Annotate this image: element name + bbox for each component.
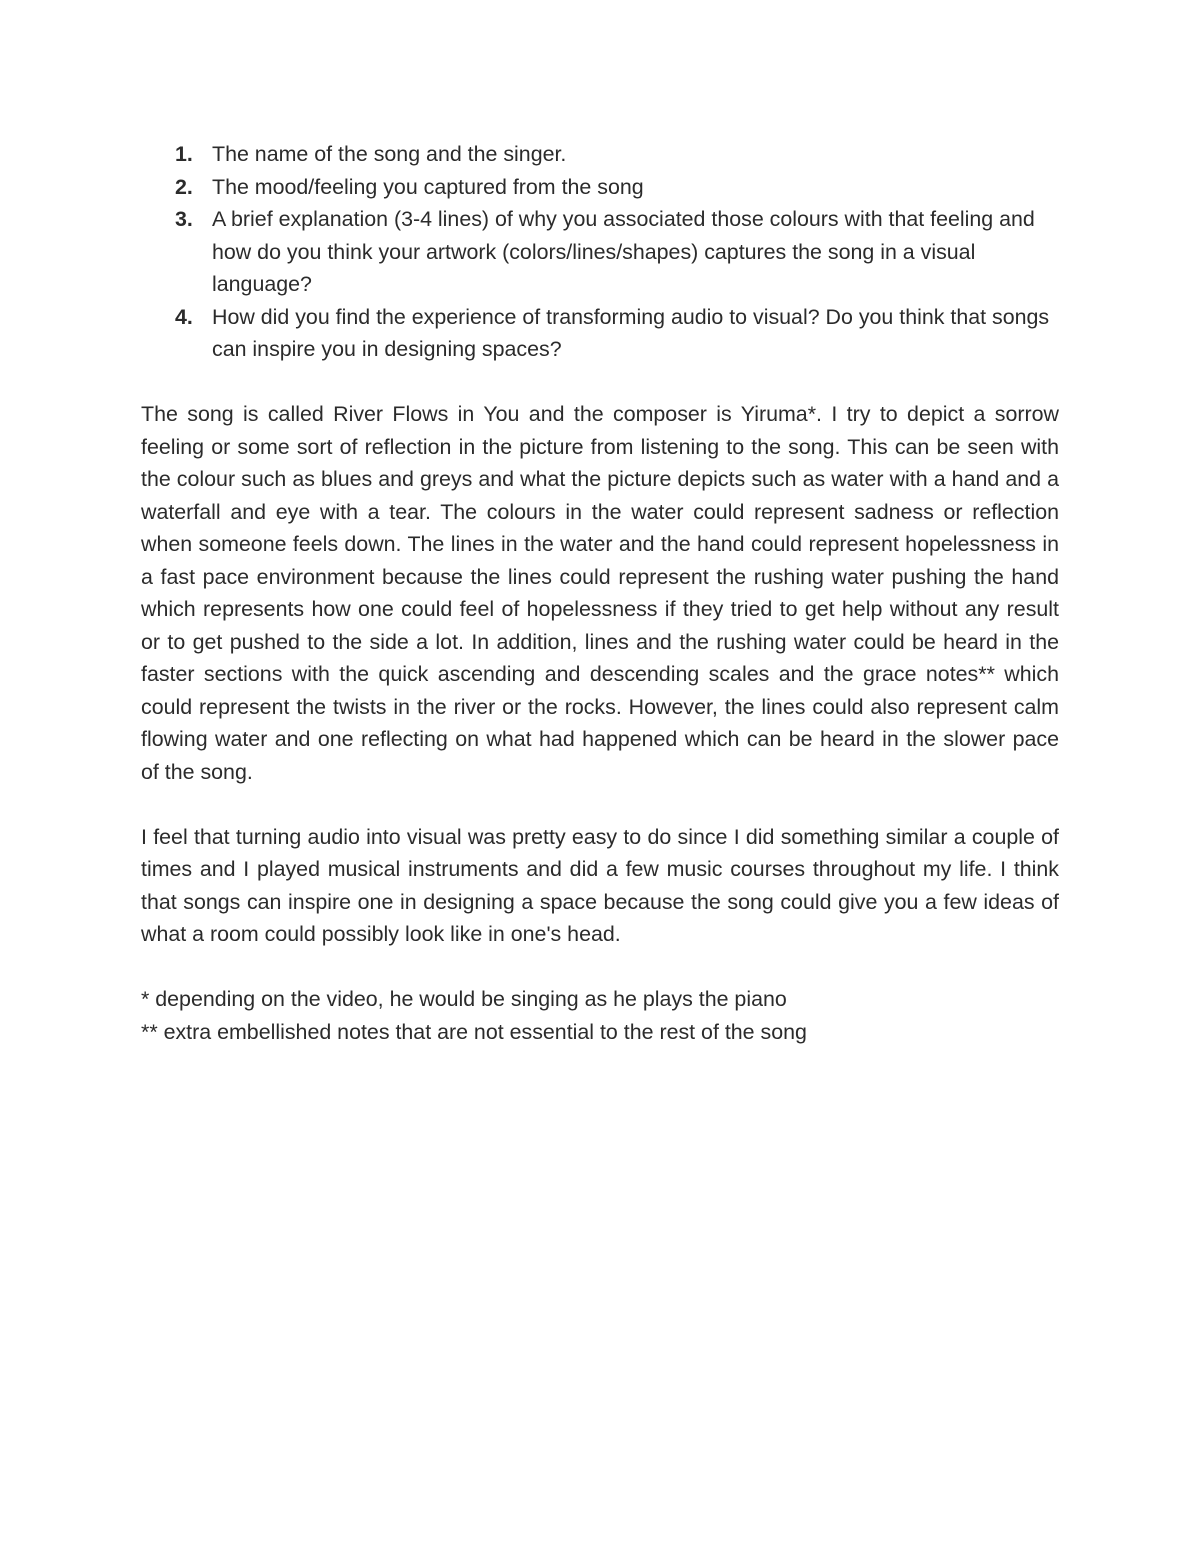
question-number: 4. <box>175 304 193 329</box>
spacer <box>141 788 1059 821</box>
question-number: 3. <box>175 207 193 231</box>
question-text: A brief explanation (3-4 lines) of why you associated those colours with that feeling and how do you think your artwork (colors/lines/shapes) captures the song in a visual language? <box>212 207 1035 296</box>
question-item <box>141 301 1059 366</box>
answer-paragraph-song: The song is called River Flows in You and the composer is Yiruma*. I try to depict a sorrow feeling or some sort of reflection in the picture from listening to the song. This can be seen with the colour such as blues and greys and what the picture depicts such as water with a hand and a waterfall and eye with a tear. The colours in the water could represent sadness or reflection when someone feels down. The lines in the water and the hand could represent hopelessness in a fast pace environment because the lines could represent the rushing water pushing the hand which represents how one could feel of hopelessness if they tried to get help without any result or to get pushed to the side a lot. In addition, lines and the rushing water could be heard in the faster sections with the quick ascending and descending scales and the grace notes** which could represent the twists in the river or the rocks. However, the lines could also represent calm flowing water and one reflecting on what had happened which can be heard in the slower pace of the song. <box>141 402 1059 784</box>
question-text: The mood/feeling you captured from the song <box>212 174 644 199</box>
question-list <box>141 138 1059 366</box>
question-text: The name of the song and the singer. <box>212 142 567 166</box>
question-number: 2. <box>175 174 193 199</box>
question-number: 1. <box>175 142 193 166</box>
footnote: ** extra embellished notes that are not essential to the rest of the song <box>141 1019 807 1044</box>
spacer <box>141 951 1059 984</box>
footnote: * depending on the video, he would be singing as he plays the piano <box>141 987 787 1011</box>
document-page <box>141 138 1059 1048</box>
spacer <box>141 366 1059 399</box>
question-item <box>141 171 1059 204</box>
answer-paragraph-experience: I feel that turning audio into visual was pretty easy to do since I did something similar a couple of times and I played musical instruments and did a few music courses throughout my life. I think that songs can inspire one in designing a space because the song could give you a few ideas of what a room could possibly look like in one's head. <box>141 824 1059 946</box>
question-item <box>141 203 1059 301</box>
question-text: How did you find the experience of transforming audio to visual? Do you think that songs can inspire you in designing spaces? <box>212 304 1050 361</box>
question-item <box>141 138 1059 171</box>
